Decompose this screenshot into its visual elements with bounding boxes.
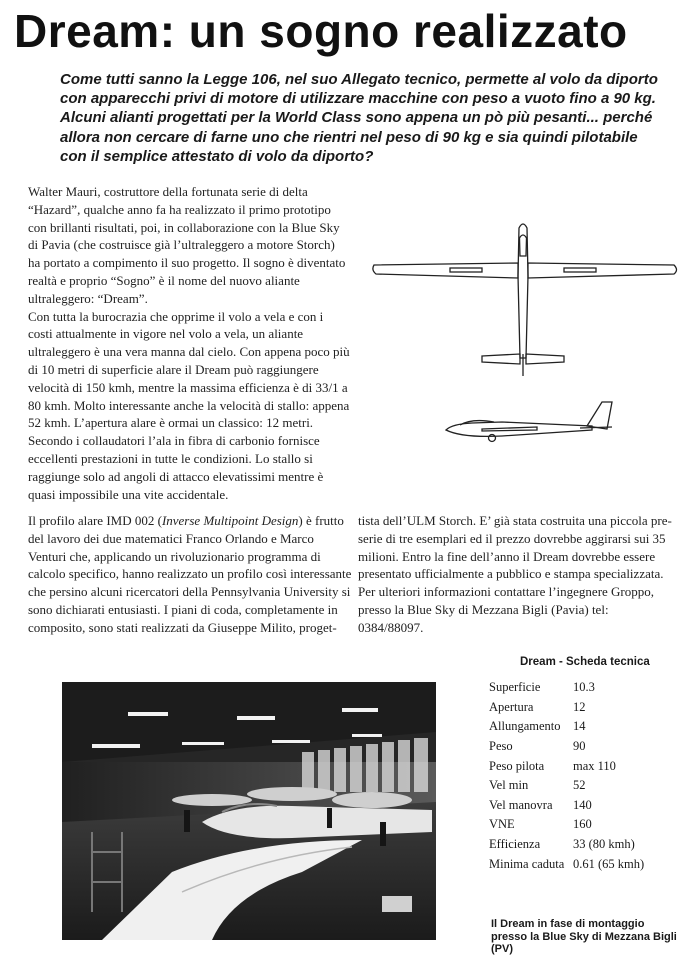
spec-row [489,698,689,718]
spec-label: Minima caduta [489,856,565,871]
paragraph: Per ulteriori informazioni contattare l’ingegnere Groppo, presso la Blue Sky di Mezzana Bigli (Pavia) tel: 0384/88097. [358,584,655,635]
article-lead: Come tutti sanno la Legge 106, nel suo Allegato tecnico, permette al volo da diporto con apparecchi privi di motore di utilizzare macchine con peso a vuoto fino a 90 kg. Alcuni alianti progettati per la World Class sono appena un pò più pesanti... perché allora non cercare di farne uno che rientri nel peso di 90 kg e sia quindi pilotabile con il semplice attestato di volo da diporto? [60,71,658,165]
spec-label: Allungamento [489,719,561,734]
spec-value: 14 [573,719,586,734]
text-column-2 [28,512,353,637]
text-column-1 [28,183,350,503]
text-column-3 [358,512,676,637]
spec-value: 10.3 [573,680,595,695]
spec-value: 12 [573,699,586,714]
spec-row [489,854,689,874]
hangar-photo [62,682,436,940]
spec-label: VNE [489,817,515,832]
glider-side-view-drawing [442,396,618,444]
spec-value: 0.61 (65 kmh) [573,856,645,871]
spec-row [489,796,689,816]
spec-value: 52 [573,778,586,793]
spec-row [489,678,689,698]
spec-row [489,815,689,835]
spec-label: Vel min [489,778,529,793]
spec-label: Efficienza [489,837,541,852]
paragraph: Walter Mauri, costruttore della fortunata serie di delta “Hazard”, qualche anno fa ha realizzato il primo prototipo con brillanti risultati, poi, in collaborazione con la Blue Sky di Pavia (che costruisce già l’ultraleggero a motore Storch) ha portato a compimento il suo progetto. Il sogno è diventato realtà e proprio “Sogno” è il nome del nuovo aliante ultraleggero: “Dream”. [28,184,346,306]
photo-caption: Il Dream in fase di montaggio presso la Blue Sky di Mezzana Bigli (PV) [491,918,677,955]
glider-top-view-drawing [370,218,680,380]
spec-table [489,678,689,874]
paragraph-start: Il profilo alare IMD 002 ( [28,513,162,528]
spec-row [489,835,689,855]
spec-row [489,756,689,776]
spec-label: Superficie [489,680,541,695]
article-title: Dream: un sogno realizzato [14,5,628,57]
paragraph [28,512,353,637]
spec-row [489,717,689,737]
paragraph: tista dell’ULM Storch. E’ già stata costruita una piccola pre-serie di tre esemplari ed il prezzo dovrebbe aggirarsi sui 35 milioni. Entro la fine dell’anno il Dream dovrebbe essere presentato ufficialmente a pubblico e stampa specializzata. [358,513,672,582]
italic-term: Inverse Multipoint Design [161,513,299,528]
paragraph-rest: ) è frutto del lavoro dei due matematici Franco Orlando e Marco Venturi che, applicando un rivoluzionario programma di calcolo specifico, hanno realizzato un profilo così interessante che persino alcuni ricercatori della Pennsylvania University si sono dichiarati entusiasti. I piani di coda, completamente in composito, sono stati realizzati da Giuseppe Milito, proget- [28,513,352,635]
spec-value: max 110 [573,758,616,773]
spec-label: Apertura [489,699,534,714]
spec-table-title: Dream - Scheda tecnica [520,656,650,668]
spec-label: Peso pilota [489,758,545,773]
spec-value: 140 [573,797,592,812]
spec-value: 90 [573,739,586,754]
spec-row [489,737,689,757]
spec-value: 160 [573,817,592,832]
spec-value: 33 (80 kmh) [573,837,635,852]
spec-label: Peso [489,739,513,754]
spec-label: Vel manovra [489,797,553,812]
spec-row [489,776,689,796]
paragraph: Con tutta la burocrazia che opprime il volo a vela e con i costi attualmente in vigore nel volo a vela, un aliante ultraleggero è una vera manna dal cielo. Con appena poco più di 10 metri di superficie alare il Dream può raggiungere velocità di 150 kmh, mentre la massima efficienza è di 33/1 a 80 kmh. Molto interessante anche la velocità di stallo: appena 52 kmh. L’apertura alare è ormai un classico: 12 metri. Secondo i collaudatori l’ala in fibra di carbonio fornisce eccellenti prestazioni in tutte le condizioni. Lo stallo si raggiunge solo ad angoli di attacco elevatissimi mentre è quasi impossibile una vite accidentale. [28,308,350,502]
